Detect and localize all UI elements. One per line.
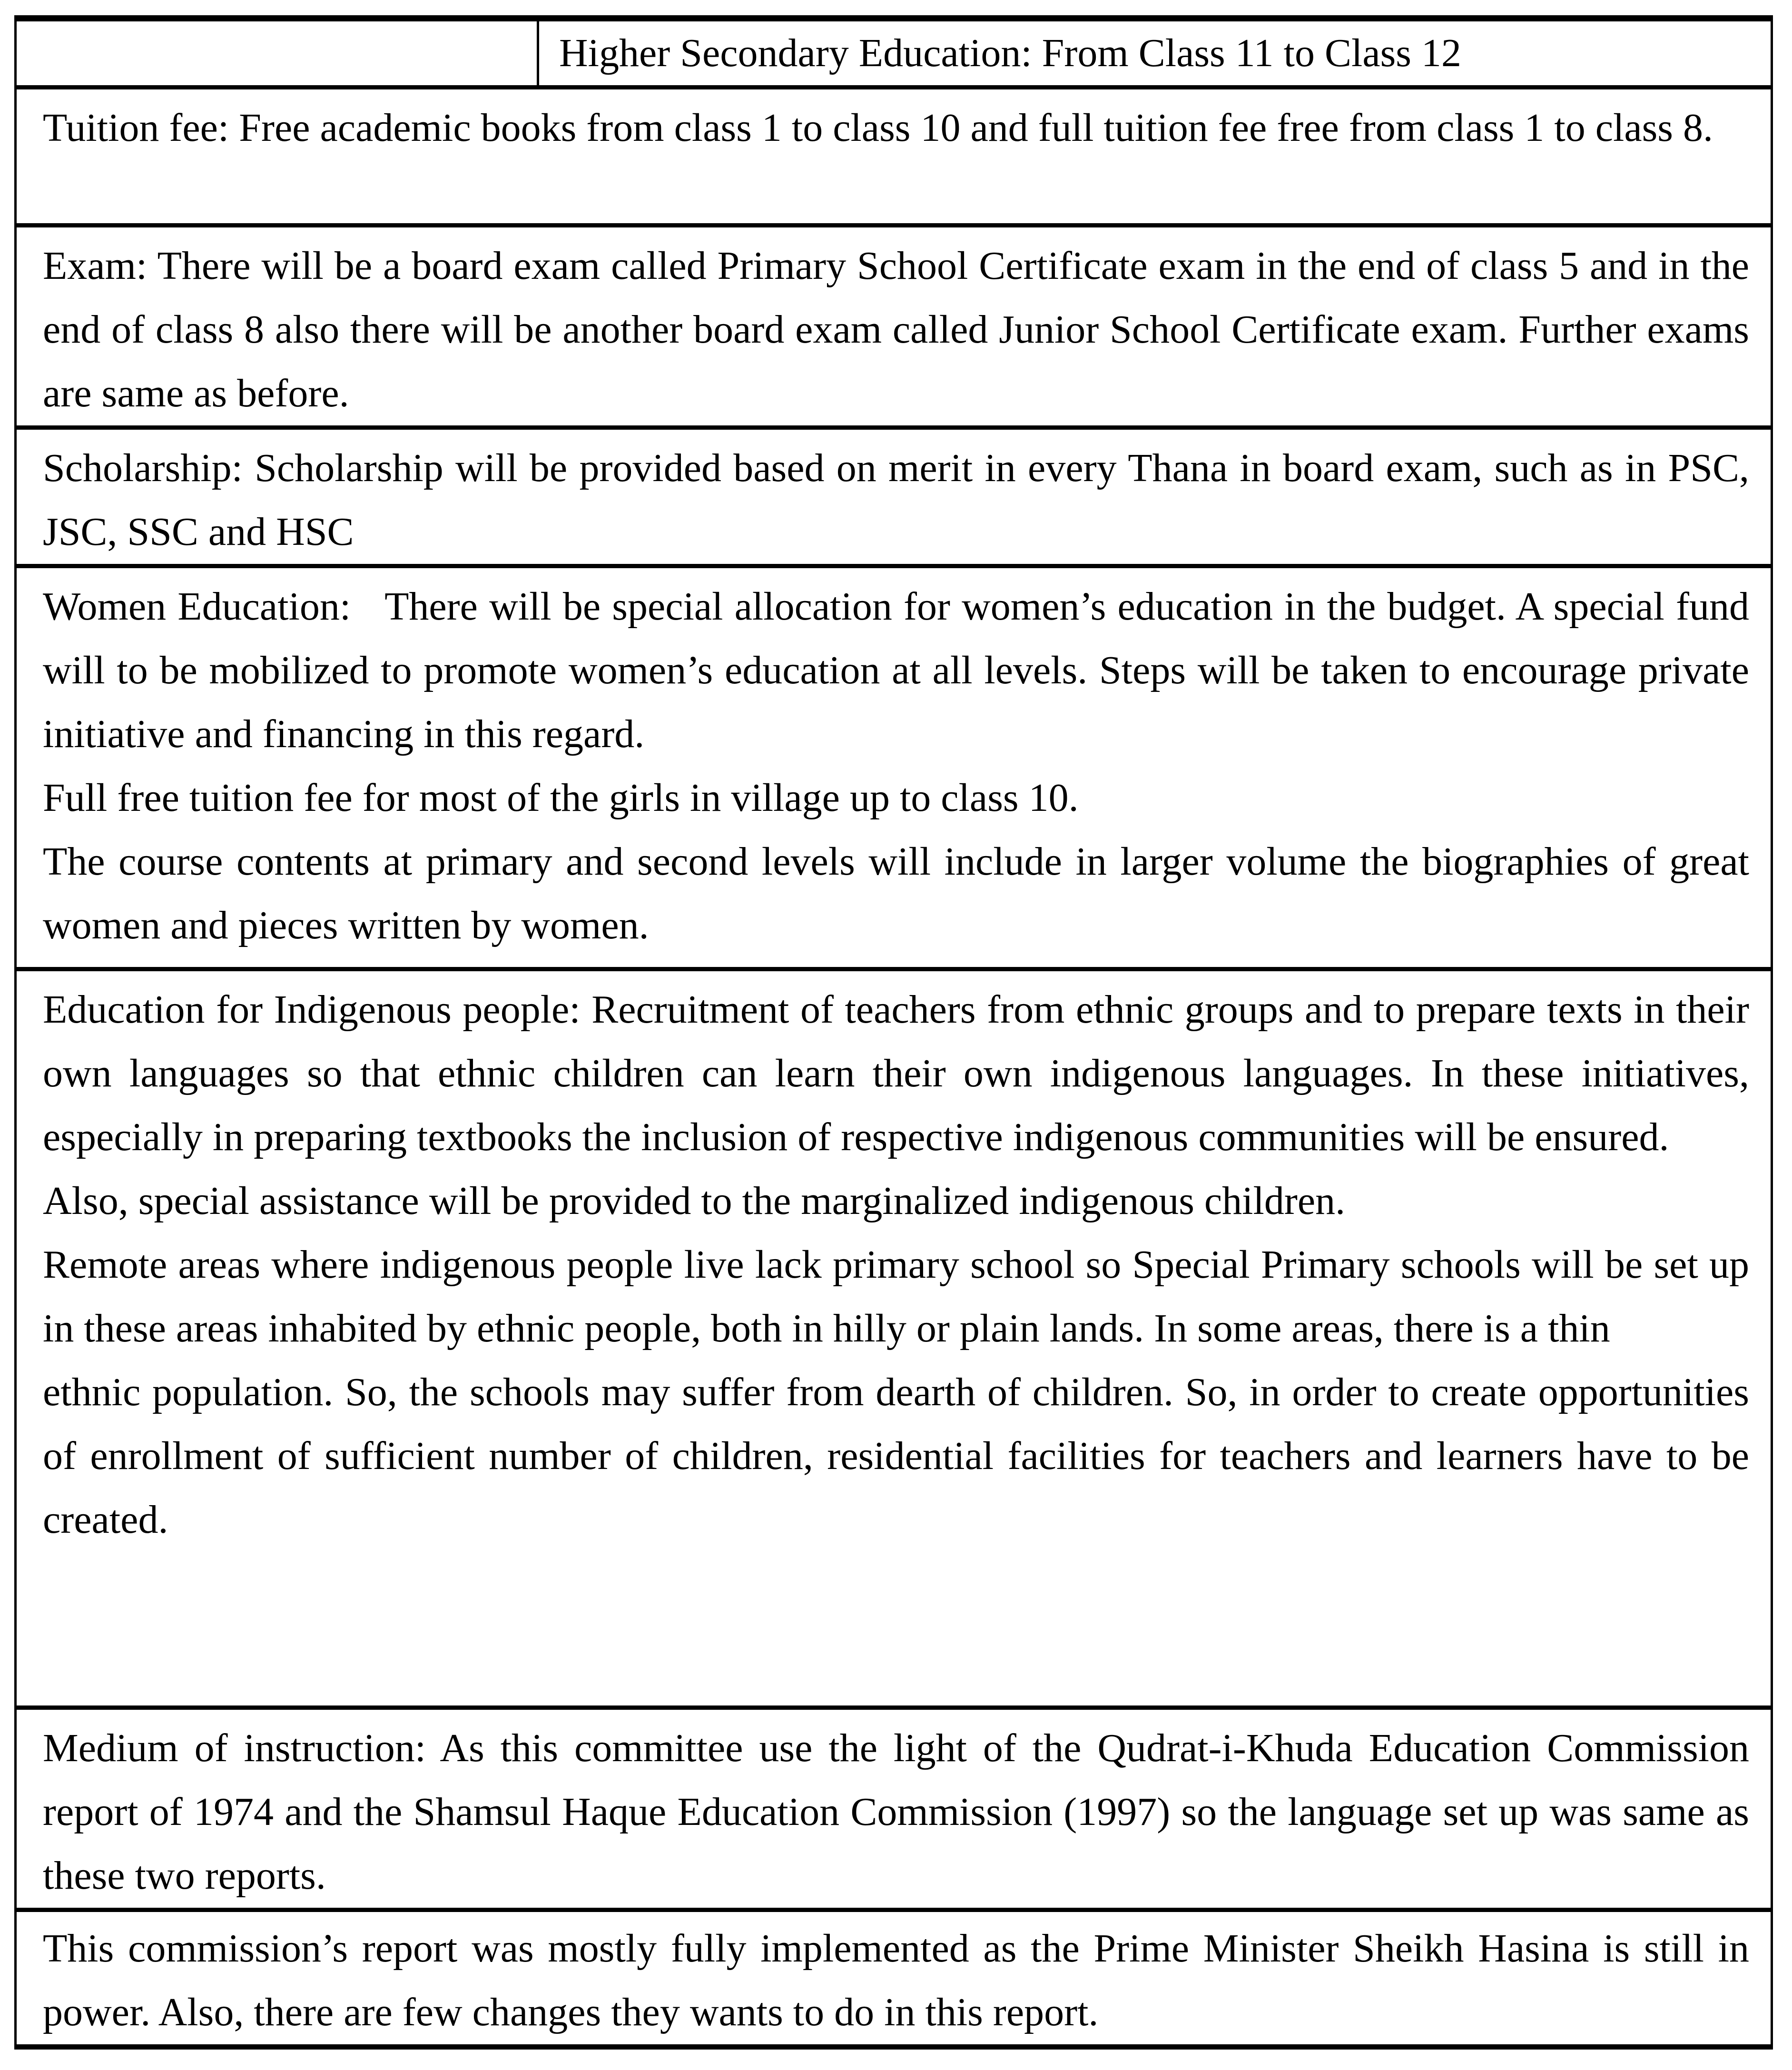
paragraph: Education for Indigenous people: Recruitment of teachers from ethnic groups and to prepare texts in their own languages so that ethnic children can learn their own indigenous languages. In these initiatives, especially in preparing textbooks the inclusion of respective indigenous communities will be ensured. [43, 987, 1749, 1159]
header-title-cell [539, 21, 1771, 85]
paragraph: The course contents at primary and second levels will include in larger volume the biographies of great women and pieces written by women. [43, 839, 1749, 947]
paragraph: Scholarship: Scholarship will be provided based on merit in every Thana in board exam, such as in PSC, JSC, SSC and HSC [43, 446, 1749, 554]
header-empty-cell [17, 21, 539, 85]
paragraph: Exam: There will be a board exam called Primary School Certificate exam in the end of class 5 and in the end of class 8 also there will be another board exam called Junior School Certificate exam. Further exams are same as before. [43, 244, 1749, 415]
table-header-row [17, 21, 1771, 89]
paragraph: This commission’s report was mostly fully implemented as the Prime Minister Sheikh Hasina is still in power. Also, there are few changes they wants to do in this report. [43, 1926, 1749, 2034]
paragraph: Women Education: There will be special allocation for women’s education in the budget. A special fund will to be mobilized to promote women’s education at all levels. Steps will be taken to encourage private initiative and financing in this regard. [43, 584, 1749, 756]
table-row-conclusion [17, 1912, 1771, 2044]
education-policy-table [14, 15, 1773, 2050]
paragraph: ethnic population. So, the schools may suffer from dearth of children. So, in order to create opportunities of enrollment of sufficient number of children, residential facilities for teachers and learners have to be created. [43, 1370, 1749, 1542]
paragraph: Medium of instruction: As this committee use the light of the Qudrat-i-Khuda Education Commission report of 1974 and the Shamsul Haque Education Commission (1997) so the language set up was same as these two reports. [43, 1726, 1749, 1898]
table-row-tuition-fee [17, 89, 1771, 227]
table-row-scholarship [17, 430, 1771, 568]
paragraph: Remote areas where indigenous people live lack primary school so Special Primary schools will be set up in these areas inhabited by ethnic people, both in hilly or plain lands. In some areas, there is a thin [43, 1242, 1749, 1350]
table-row-indigenous-education [17, 971, 1771, 1710]
table-row-medium-of-instruction [17, 1710, 1771, 1912]
paragraph: Tuition fee: Free academic books from class 1 to class 10 and full tuition fee free from class 1 to class 8. [43, 106, 1713, 150]
paragraph: Full free tuition fee for most of the girls in village up to class 10. [43, 776, 1079, 820]
table-row-women-education [17, 568, 1771, 971]
table-row-exam [17, 227, 1771, 430]
header-title: Higher Secondary Education: From Class 11 to Class 12 [559, 31, 1461, 75]
paragraph: Also, special assistance will be provided to the marginalized indigenous children. [43, 1179, 1346, 1223]
